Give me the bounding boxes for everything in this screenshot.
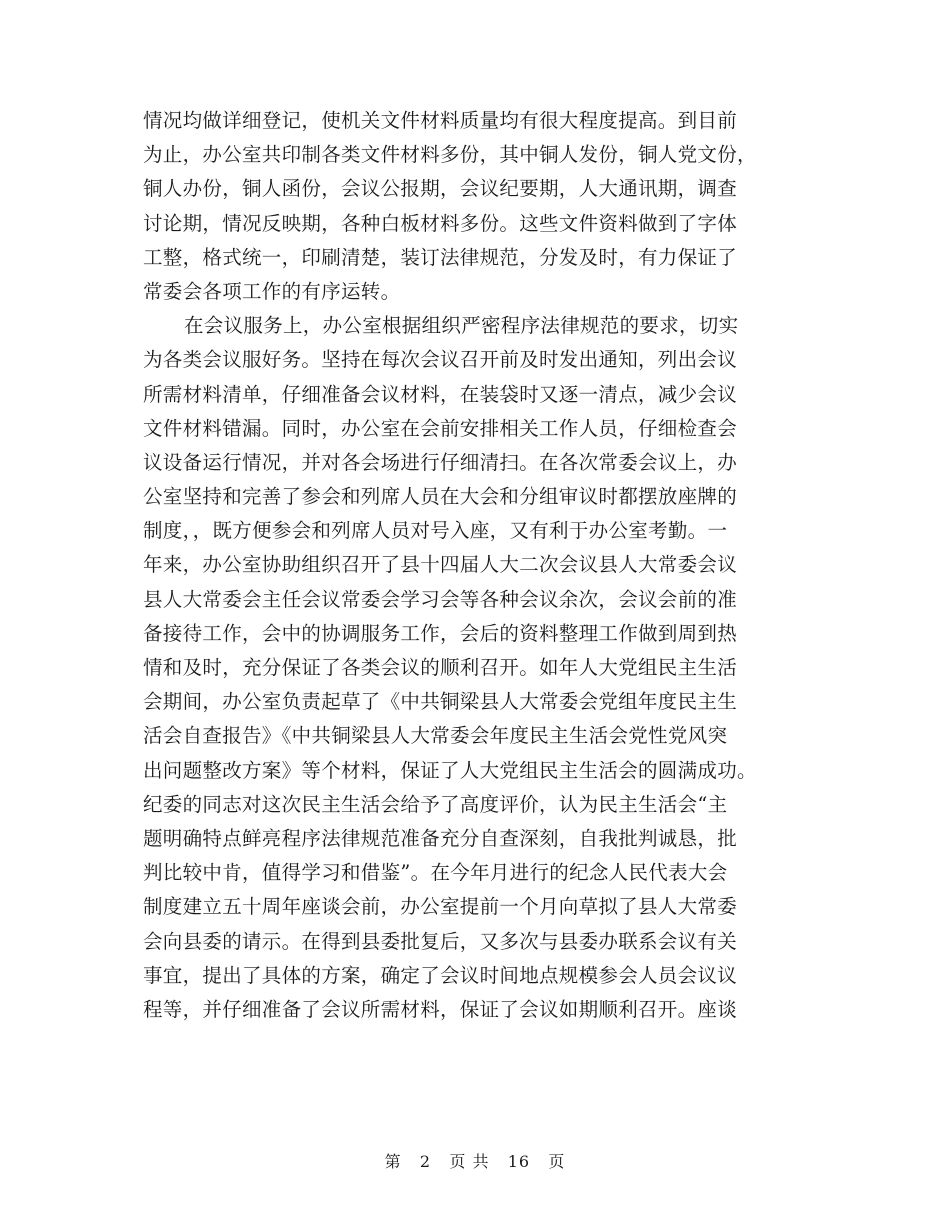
text-line: 会向县委的请示。在得到县委批复后，又多次与县委办联系会议有关: [143, 929, 738, 953]
text-line: 常委会各项工作的有序运转。: [143, 279, 401, 303]
footer-middle: 页 共: [449, 1152, 490, 1171]
text-line: 会期间，办公室负责起草了《中共铜梁县人大常委会党组年度民主生: [143, 690, 738, 714]
footer-total-pages: 16: [507, 1152, 531, 1171]
text-line: 公室坚持和完善了参会和列席人员在大会和分组审议时都摆放座牌的: [143, 485, 738, 509]
text-line: 工整，格式统一，印刷清楚，装订法律规范，分发及时，有力保证了: [143, 245, 738, 269]
text-line: 议设备运行情况，并对各会场进行仔细清扫。在各次常委会议上，办: [143, 450, 738, 474]
text-line: 讨论期，情况反映期，各种白板材料多份。这些文件资料做到了字体: [143, 211, 738, 235]
page-footer: [0, 1151, 950, 1173]
text-line: 年来，办公室协助组织召开了县十四届人大二次会议县人大常委会议: [143, 553, 738, 577]
text-line: 活会自查报告》《中共铜梁县人大常委会年度民主生活会党性党风突: [143, 724, 728, 748]
text-line: 题明确特点鲜亮程序法律规范准备充分自查深刻，自我批判诚恳，批: [143, 826, 738, 850]
text-line: 制度建立五十周年座谈会前，办公室提前一个月向草拟了县人大常委: [143, 895, 738, 919]
text-line: 为各类会议服好务。坚持在每次会议召开前及时发出通知，列出会议: [143, 348, 738, 372]
text-line: 判比较中肯，值得学习和借鉴”。在今年月进行的纪念人民代表大会: [143, 861, 728, 885]
paragraph-meeting-service: [143, 309, 803, 1027]
text-line: 县人大常委会主任会议常委会学习会等各种会议余次，会议会前的准: [143, 587, 738, 611]
text-line: 纪委的同志对这次民主生活会给予了高度评价，认为民主生活会“主: [143, 792, 728, 816]
text-line: 在会议服务上，办公室根据组织严密程序法律规范的要求，切实: [184, 314, 739, 338]
text-line: 所需材料清单，仔细准备会议材料，在装袋时又逐一清点，减少会议: [143, 382, 738, 406]
document-body: [143, 104, 803, 1027]
footer-prefix: 第: [384, 1152, 402, 1171]
text-line: 出问题整改方案》等个材料，保证了人大党组民主生活会的圆满成功。: [143, 758, 757, 782]
text-line: 事宜，提出了具体的方案，确定了会议时间地点规模参会人员会议议: [143, 963, 738, 987]
text-line: 制度，，既方便参会和列席人员对号入座，又有利于办公室考勤。一: [143, 519, 728, 543]
footer-current-page: 2: [419, 1152, 432, 1171]
text-line: 情况均做详细登记，使机关文件材料质量均有很大程度提高。到目前: [143, 109, 738, 132]
paragraph-continued: [143, 104, 803, 309]
footer-suffix: 页: [548, 1152, 566, 1171]
text-line: 铜人办份，铜人函份，会议公报期，会议纪要期，人大通讯期，调查: [143, 177, 738, 201]
text-line: 备接待工作，会中的协调服务工作，会后的资料整理工作做到周到热: [143, 621, 738, 645]
text-line: 为止，办公室共印制各类文件材料多份，其中铜人发份，铜人党文份，: [143, 143, 757, 167]
text-line: 情和及时，充分保证了各类会议的顺利召开。如年人大党组民主生活: [143, 656, 738, 679]
text-line: 程等，并仔细准备了会议所需材料，保证了会议如期顺利召开。座谈: [143, 997, 738, 1021]
text-line: 文件材料错漏。同时，办公室在会前安排相关工作人员，仔细检查会: [143, 416, 738, 440]
